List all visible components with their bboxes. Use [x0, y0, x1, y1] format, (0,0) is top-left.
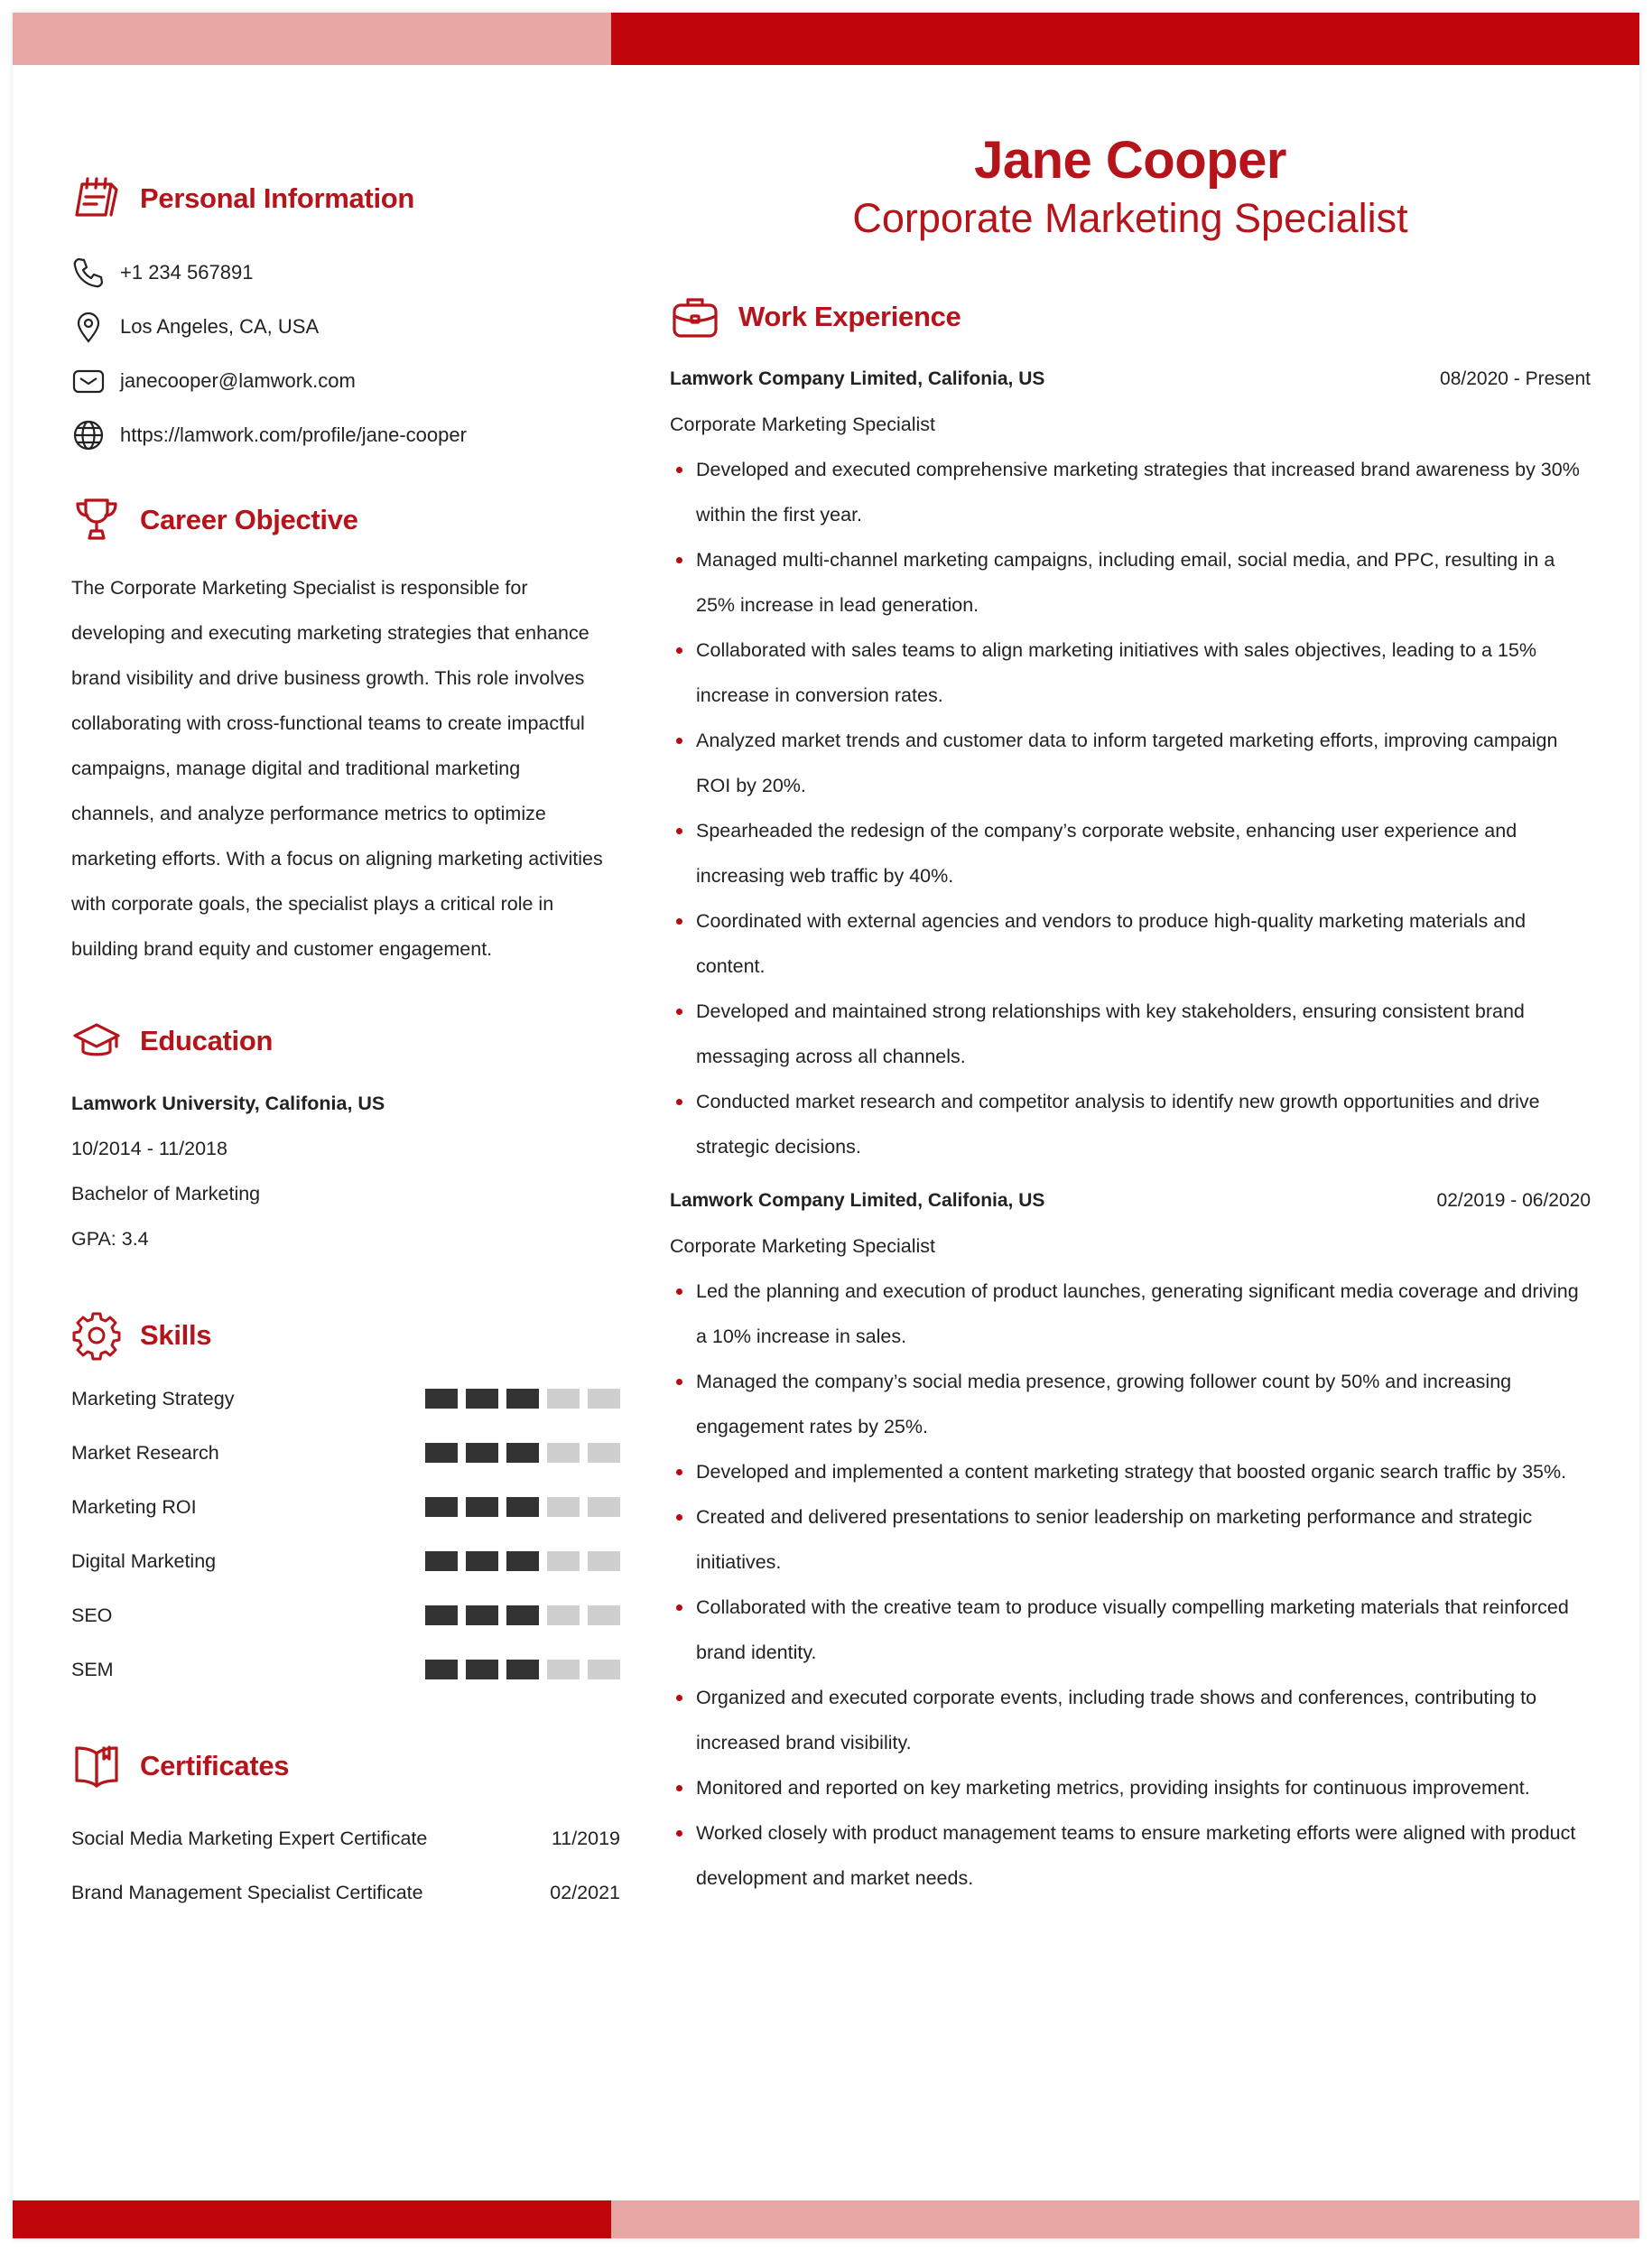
skill-name: Market Research — [71, 1441, 219, 1464]
job-bullet: Monitored and reported on key marketing metrics, providing insights for continuous improvement. — [670, 1765, 1591, 1810]
skill-row — [71, 1597, 620, 1633]
job-bullet: Worked closely with product management teams to ensure marketing efforts were aligned with product development and market needs. — [670, 1810, 1591, 1901]
skill-level-block — [547, 1551, 580, 1571]
contact-phone — [71, 255, 253, 291]
skill-level-meter — [425, 1605, 620, 1625]
education-degree: Bachelor of Marketing — [71, 1183, 261, 1205]
job-bullet: Created and delivered presentations to senior leadership on marketing performance and strategic initiatives. — [670, 1494, 1591, 1585]
career-objective-title: Career Objective — [140, 504, 358, 535]
job-bullet: Developed and implemented a content marketing strategy that boosted organic search traffic by 35%. — [670, 1449, 1591, 1494]
skill-level-block — [588, 1497, 620, 1517]
skills-title: Skills — [140, 1319, 212, 1351]
job-entry — [670, 357, 1591, 1169]
work-experience-title: Work Experience — [738, 301, 961, 332]
job-company: Lamwork Company Limited, Califonia, US — [670, 368, 1045, 389]
job-dates: 08/2020 - Present — [1440, 368, 1591, 389]
job-bullet: Managed multi-channel marketing campaigns, including email, social media, and PPC, resulting in a 25% increase in lead generation. — [670, 537, 1591, 628]
skill-name: SEO — [71, 1604, 113, 1626]
job-bullet: Developed and maintained strong relationships with key stakeholders, ensuring consistent brand messaging across all channels. — [670, 989, 1591, 1079]
certificate-row — [71, 1828, 620, 1850]
skill-row — [71, 1543, 620, 1579]
skill-level-block — [547, 1389, 580, 1409]
skill-level-block — [506, 1551, 539, 1571]
trophy-icon — [71, 495, 122, 545]
bottom-bar-right — [611, 2200, 1639, 2238]
job-bullet: Spearheaded the redesign of the company’s corporate website, enhancing user experience and increasing web traffic by 40%. — [670, 808, 1591, 898]
skill-level-block — [506, 1497, 539, 1517]
skill-level-meter — [425, 1660, 620, 1679]
skill-level-block — [425, 1443, 458, 1463]
skill-level-block — [466, 1660, 498, 1679]
skill-name: Digital Marketing — [71, 1549, 217, 1572]
skill-row — [71, 1381, 620, 1417]
education-title: Education — [140, 1025, 274, 1056]
candidate-name: Jane Cooper — [974, 131, 1286, 190]
skill-level-block — [466, 1497, 498, 1517]
skill-level-block — [466, 1443, 498, 1463]
phone-icon — [71, 256, 106, 290]
id-card-icon — [71, 173, 122, 224]
skill-level-block — [425, 1389, 458, 1409]
education-school: Lamwork University, Califonia, US — [71, 1093, 385, 1114]
skill-level-block — [466, 1389, 498, 1409]
certificates-header — [71, 1739, 289, 1793]
globe-icon — [71, 418, 106, 452]
skill-row — [71, 1489, 620, 1525]
skill-level-block — [506, 1660, 539, 1679]
skill-name: Marketing ROI — [71, 1495, 197, 1518]
skill-level-block — [547, 1443, 580, 1463]
skill-level-meter — [425, 1551, 620, 1571]
job-role: Corporate Marketing Specialist — [670, 1235, 935, 1257]
certificate-date: 02/2021 — [550, 1882, 620, 1903]
skill-level-block — [588, 1551, 620, 1571]
job-header — [670, 357, 1591, 402]
job-bullets — [670, 1269, 1591, 1901]
top-bar-left — [13, 13, 611, 65]
personal-info-title: Personal Information — [140, 182, 415, 214]
job-bullet: Collaborated with sales teams to align marketing initiatives with sales objectives, leading to a 15% increase in conversion rates. — [670, 628, 1591, 718]
job-bullet: Led the planning and execution of product launches, generating significant media coverage and driving a 10% increase in sales. — [670, 1269, 1591, 1359]
contact-location — [71, 309, 319, 345]
certificate-name: Brand Management Specialist Certificate — [71, 1882, 423, 1903]
job-role: Corporate Marketing Specialist — [670, 414, 935, 435]
graduation-cap-icon — [71, 1016, 122, 1066]
skill-row — [71, 1651, 620, 1688]
job-bullet: Coordinated with external agencies and vendors to produce high-quality marketing materials and content. — [670, 898, 1591, 989]
job-bullets — [670, 447, 1591, 1169]
skill-level-block — [506, 1389, 539, 1409]
job-entry — [670, 1178, 1591, 1901]
skill-level-block — [506, 1443, 539, 1463]
certificate-row — [71, 1882, 620, 1904]
personal-info-header — [71, 172, 414, 226]
certificate-name: Social Media Marketing Expert Certificate — [71, 1828, 428, 1849]
email-text: janecooper@lamwork.com — [120, 369, 356, 392]
job-bullet: Organized and executed corporate events, including trade shows and conferences, contributing to increased brand visibility. — [670, 1675, 1591, 1765]
email-icon — [71, 364, 106, 398]
career-objective-text: The Corporate Marketing Specialist is responsible for developing and executing marketing strategies that enhance brand visibility and drive business growth. This role involves collaborating with cross-functional teams to create impactful campaigns, manage digital and traditional marketing channels, and analyze performance metrics to optimize marketing efforts. With a focus on aligning marketing activities with corporate goals, the specialist plays a critical role in building brand equity and customer engagement. — [71, 577, 603, 960]
skill-level-block — [466, 1551, 498, 1571]
book-icon — [71, 1741, 122, 1791]
briefcase-icon — [670, 292, 720, 342]
website-text: https://lamwork.com/profile/jane-cooper — [120, 423, 467, 446]
skill-level-block — [506, 1605, 539, 1625]
top-bar-right — [611, 13, 1639, 65]
skill-level-block — [425, 1605, 458, 1625]
bottom-bar-left — [13, 2200, 611, 2238]
skill-level-block — [588, 1660, 620, 1679]
location-text: Los Angeles, CA, USA — [120, 315, 320, 338]
skills-header — [71, 1308, 211, 1363]
education-dates: 10/2014 - 11/2018 — [71, 1138, 227, 1159]
skill-level-block — [588, 1443, 620, 1463]
skill-level-block — [588, 1605, 620, 1625]
contact-email — [71, 363, 356, 399]
skill-level-block — [547, 1497, 580, 1517]
job-header — [670, 1178, 1591, 1223]
job-bullet: Collaborated with the creative team to produce visually compelling marketing materials that reinforced brand identity. — [670, 1585, 1591, 1675]
skill-level-block — [425, 1660, 458, 1679]
skill-name: Marketing Strategy — [71, 1387, 235, 1409]
skill-level-block — [547, 1605, 580, 1625]
gear-icon — [71, 1310, 122, 1361]
phone-text: +1 234 567891 — [120, 261, 254, 284]
skill-level-meter — [425, 1443, 620, 1463]
work-experience-header — [670, 290, 961, 344]
job-dates: 02/2019 - 06/2020 — [1436, 1190, 1591, 1211]
skill-level-block — [425, 1551, 458, 1571]
skill-level-block — [547, 1660, 580, 1679]
skill-level-block — [588, 1389, 620, 1409]
career-objective-header — [71, 493, 358, 547]
skill-level-meter — [425, 1497, 620, 1517]
skill-name: SEM — [71, 1658, 114, 1680]
education-header — [71, 1014, 273, 1068]
job-bullet: Conducted market research and competitor analysis to identify new growth opportunities and drive strategic decisions. — [670, 1079, 1591, 1169]
contact-website — [71, 417, 467, 453]
resume-page — [13, 13, 1639, 2238]
location-pin-icon — [71, 310, 106, 344]
education-gpa: GPA: 3.4 — [71, 1228, 149, 1250]
job-bullet: Managed the company’s social media presence, growing follower count by 50% and increasing engagement rates by 25%. — [670, 1359, 1591, 1449]
job-company: Lamwork Company Limited, Califonia, US — [670, 1190, 1045, 1211]
skill-level-meter — [425, 1389, 620, 1409]
certificate-date: 11/2019 — [551, 1828, 620, 1849]
skill-level-block — [425, 1497, 458, 1517]
candidate-title: Corporate Marketing Specialist — [852, 195, 1408, 241]
certificates-title: Certificates — [140, 1750, 290, 1781]
skill-row — [71, 1435, 620, 1471]
job-bullet: Analyzed market trends and customer data to inform targeted marketing efforts, improving campaign ROI by 20%. — [670, 718, 1591, 808]
job-bullet: Developed and executed comprehensive marketing strategies that increased brand awareness by 30% within the first year. — [670, 447, 1591, 537]
skill-level-block — [466, 1605, 498, 1625]
